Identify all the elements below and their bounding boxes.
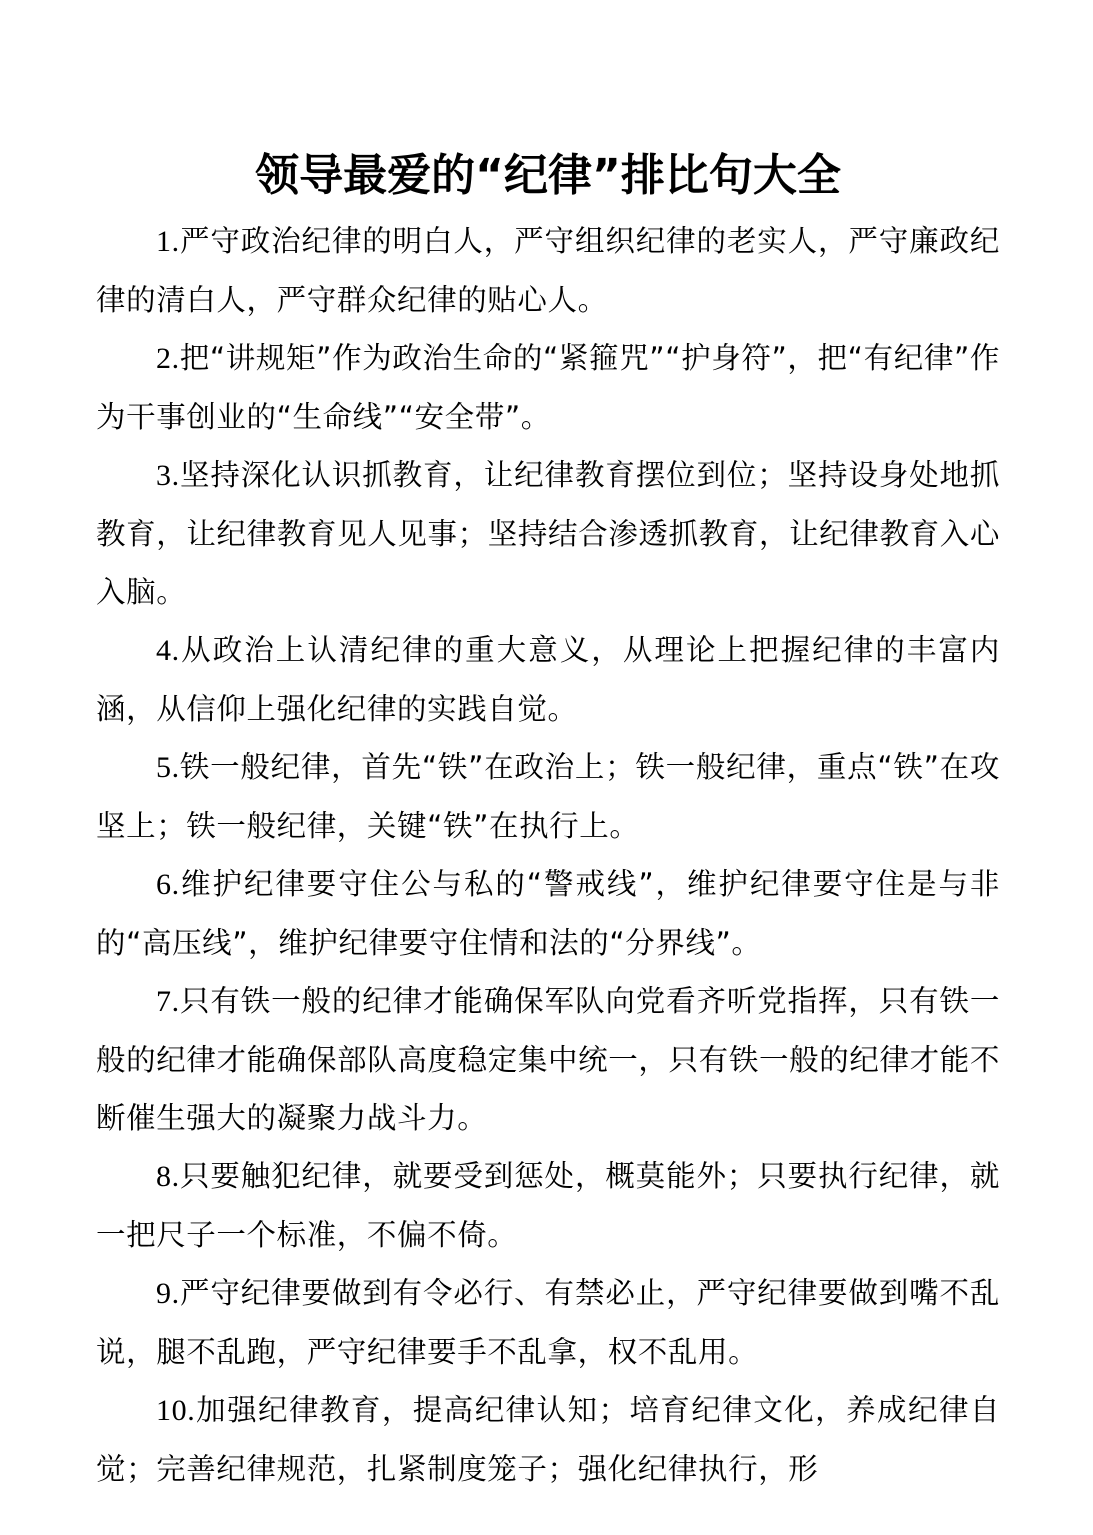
- paragraph-5: [96, 738, 1000, 855]
- paragraph-number: 2.: [156, 342, 180, 375]
- paragraph-text: 把“讲规矩”作为政治生命的“紧箍咒”“护身符”，把“有纪律”作为干事创业的“生命线”“安全带”。: [96, 341, 1000, 434]
- paragraph-text: 只要触犯纪律，就要受到惩处，概莫能外；只要执行纪律，就一把尺子一个标准，不偏不倚。: [96, 1159, 1000, 1252]
- paragraph-3: [96, 446, 1000, 621]
- paragraph-number: 5.: [156, 751, 180, 784]
- paragraph-text: 加强纪律教育，提高纪律认知；培育纪律文化，养成纪律自觉；完善纪律规范，扎紧制度笼子；强化纪律执行，形: [96, 1393, 1000, 1486]
- paragraph-number: 1.: [156, 225, 180, 258]
- document-page: [96, 0, 1000, 1535]
- paragraph-10: [96, 1381, 1000, 1498]
- paragraph-text: 维护纪律要守住公与私的“警戒线”，维护纪律要守住是与非的“高压线”，维护纪律要守住情和法的“分界线”。: [96, 867, 1000, 960]
- paragraph-number: 8.: [156, 1160, 180, 1193]
- paragraph-number: 9.: [156, 1277, 180, 1310]
- paragraph-7: [96, 972, 1000, 1147]
- paragraph-text: 坚持深化认识抓教育，让纪律教育摆位到位；坚持设身处地抓教育，让纪律教育见人见事；坚持结合渗透抓教育，让纪律教育入心入脑。: [96, 458, 1000, 609]
- paragraph-1: [96, 212, 1000, 329]
- paragraph-number: 6.: [156, 868, 180, 901]
- paragraph-number: 3.: [156, 459, 180, 492]
- paragraph-number: 7.: [156, 985, 180, 1018]
- paragraph-6: [96, 855, 1000, 972]
- paragraph-text: 从政治上认清纪律的重大意义，从理论上把握纪律的丰富内涵，从信仰上强化纪律的实践自觉。: [96, 633, 1000, 726]
- paragraph-text: 严守政治纪律的明白人，严守组织纪律的老实人，严守廉政纪律的清白人，严守群众纪律的贴心人。: [96, 224, 1000, 317]
- paragraph-text: 严守纪律要做到有令必行、有禁必止，严守纪律要做到嘴不乱说，腿不乱跑，严守纪律要手不乱拿，权不乱用。: [96, 1276, 1000, 1369]
- document-body: [96, 212, 1000, 1498]
- document-title: 领导最爱的“纪律”排比句大全: [255, 150, 841, 201]
- paragraph-number: 10.: [156, 1394, 196, 1427]
- paragraph-text: 铁一般纪律，首先“铁”在政治上；铁一般纪律，重点“铁”在攻坚上；铁一般纪律，关键“铁”在执行上。: [96, 750, 1000, 843]
- paragraph-4: [96, 621, 1000, 738]
- paragraph-8: [96, 1147, 1000, 1264]
- paragraph-9: [96, 1264, 1000, 1381]
- paragraph-text: 只有铁一般的纪律才能确保军队向党看齐听党指挥，只有铁一般的纪律才能确保部队高度稳定集中统一，只有铁一般的纪律才能不断催生强大的凝聚力战斗力。: [96, 984, 1000, 1135]
- paragraph-2: [96, 329, 1000, 446]
- paragraph-number: 4.: [156, 634, 180, 667]
